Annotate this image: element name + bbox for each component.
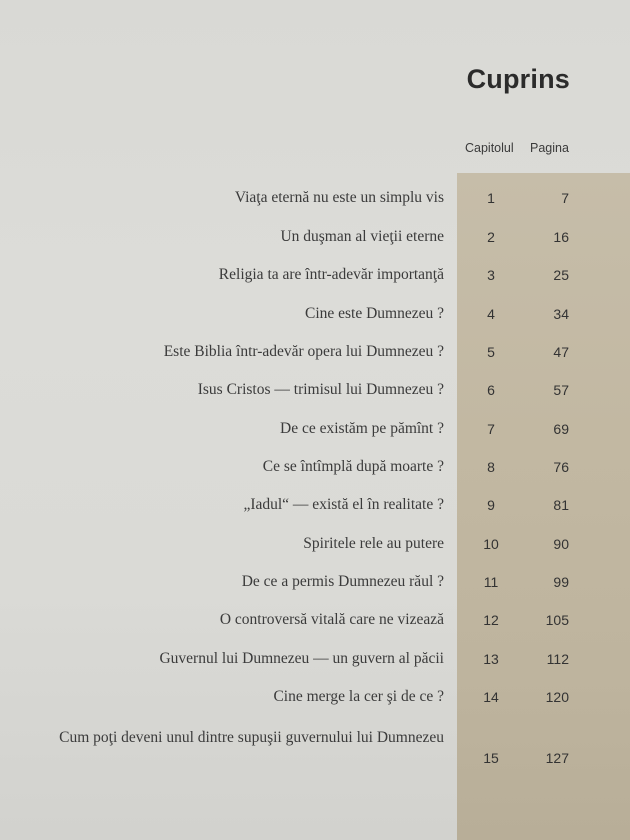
toc-entry-chapter: 11 — [483, 574, 499, 590]
toc-entry-title: Cine merge la cer şi de ce ? — [273, 688, 444, 705]
toc-entry-chapter: 4 — [487, 306, 495, 322]
toc-entry-title: Este Biblia într-adevăr opera lui Dumnezeu ? — [163, 343, 444, 360]
toc-entry-chapter: 9 — [487, 497, 495, 513]
toc-entry-chapter: 1 — [487, 190, 495, 206]
toc-entry-page: 25 — [553, 267, 569, 283]
toc-entry-title: Guvernul lui Dumnezeu — un guvern al păcii — [159, 650, 444, 667]
toc-entry-chapter: 13 — [483, 651, 499, 667]
toc-entry-page: 81 — [553, 497, 569, 513]
toc-entry-chapter: 3 — [487, 267, 495, 283]
toc-entry-page: 90 — [553, 536, 569, 552]
page-column-header: Pagina — [530, 141, 569, 155]
toc-entry-title: „Iadul“ — există el în realitate ? — [243, 496, 444, 513]
toc-entry-title: Viaţa eternă nu este un simplu vis — [234, 189, 444, 206]
toc-entry-title: Spiritele rele au putere — [303, 535, 444, 552]
toc-entry-chapter: 2 — [487, 229, 495, 245]
toc-entry-chapter: 6 — [487, 382, 495, 398]
toc-entry-title: De ce a permis Dumnezeu răul ? — [241, 573, 444, 590]
toc-entry-page: 76 — [553, 459, 569, 475]
toc-entry-page: 16 — [553, 229, 569, 245]
toc-entry-title: De ce existăm pe pămînt ? — [280, 420, 444, 437]
toc-entry-page: 47 — [553, 344, 569, 360]
toc-entry-page: 34 — [553, 306, 569, 322]
chapter-column-header: Capitolul — [465, 141, 514, 155]
toc-entry-title: Cine este Dumnezeu ? — [304, 305, 444, 322]
toc-entry-title: Cum poţi deveni unul dintre supuşii guvernului lui Dumnezeu — [59, 729, 444, 746]
toc-entry-page: 57 — [553, 382, 569, 398]
toc-entry-chapter: 12 — [483, 612, 499, 628]
toc-entry-title: Isus Cristos — trimisul lui Dumnezeu ? — [197, 381, 444, 398]
page-title: Cuprins — [466, 64, 570, 94]
toc-entry-page: 120 — [545, 689, 569, 705]
toc-entry-page: 112 — [546, 651, 569, 667]
toc-entry-title: Ce se întîmplă după moarte ? — [262, 458, 444, 475]
toc-entry-page: 7 — [561, 190, 569, 206]
toc-entry-chapter: 10 — [483, 536, 499, 552]
toc-entry-title: O controversă vitală care ne vizează — [219, 611, 444, 628]
toc-entry-chapter: 8 — [487, 459, 495, 475]
toc-entry-page: 105 — [545, 612, 569, 628]
toc-entry-chapter: 15 — [483, 750, 499, 766]
toc-entry-page: 69 — [553, 421, 569, 437]
toc-entry-title: Un duşman al vieţii eterne — [280, 228, 444, 245]
toc-entry-chapter: 14 — [483, 689, 499, 705]
toc-entry-chapter: 7 — [487, 421, 495, 437]
toc-entry-title: Religia ta are într-adevăr importanţă — [218, 266, 444, 283]
toc-entry-page: 99 — [553, 574, 569, 590]
toc-entry-chapter: 5 — [487, 344, 495, 360]
toc-entry-page: 127 — [545, 750, 569, 766]
